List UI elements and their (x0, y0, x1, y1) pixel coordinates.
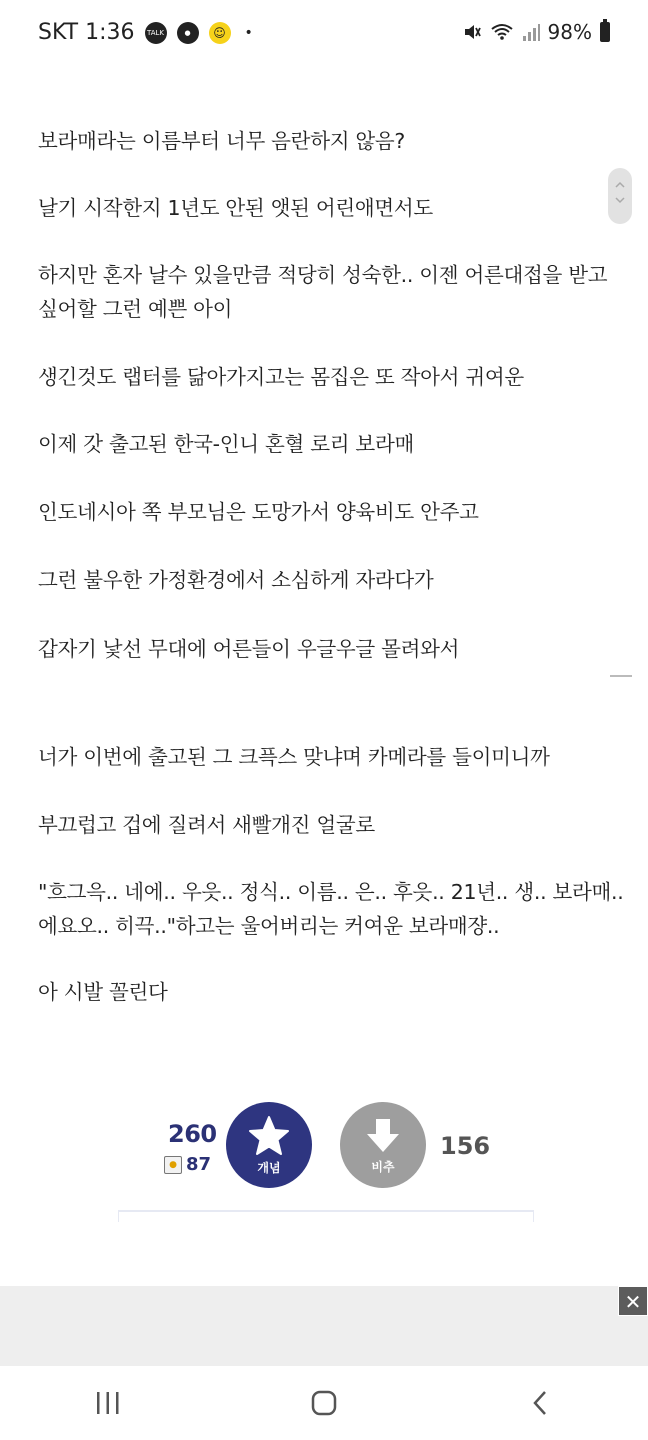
wifi-icon (490, 22, 514, 42)
vote-area (0, 1098, 648, 1198)
downvote-button[interactable] (340, 1102, 426, 1188)
downvote-count: 156 (440, 1132, 491, 1160)
mute-icon (462, 22, 482, 42)
home-button[interactable] (294, 1378, 354, 1428)
battery-icon (600, 22, 610, 42)
chevron-down-icon (614, 195, 626, 205)
status-right (462, 20, 610, 44)
post-paragraph-7: 그런 불우한 가정환경에서 소심하게 자라다가 (38, 568, 434, 592)
fixed-reply-icon: ● (164, 1156, 182, 1174)
status-bar (0, 0, 648, 68)
ad-banner[interactable] (0, 1286, 648, 1366)
star-icon (247, 1115, 291, 1157)
battery-percent: 98% (547, 20, 592, 44)
post-paragraph-4: 생긴것도 랩터를 닮아가지고는 몸집은 또 작아서 귀여운 (38, 365, 524, 389)
post-paragraph-2: 날기 시작한지 1년도 안된 앳된 어린애면서도 (38, 196, 433, 220)
fixed-reply-count (164, 1154, 211, 1175)
ad-close-button[interactable]: ✕ (618, 1286, 648, 1316)
comment-box-top (118, 1210, 534, 1222)
carrier-time: SKT 1:36 (38, 20, 135, 45)
post-paragraph-9: 너가 이번에 출고된 그 크픅스 맞냐며 카메라를 들이미니까 (38, 745, 550, 769)
more-notifications-dot: • (244, 24, 253, 41)
post-paragraph-11: "흐그윽.. 네에.. 우읏.. 정식.. 이름.. 은.. 후읏.. 21년.. 생.. 보라매.. 에요오.. 히끅.."하고는 울어버리는 커여운 보라매쟝.. (38, 880, 624, 938)
recent-apps-icon (94, 1390, 122, 1416)
upvote-count: 260 (168, 1120, 217, 1148)
post-paragraph-5: 이제 갓 출고된 한국-인니 혼혈 로리 보라매 (38, 432, 414, 456)
signal-icon (522, 22, 540, 42)
downvote-label: 비추 (371, 1159, 395, 1174)
back-button[interactable] (510, 1378, 570, 1428)
down-arrow-icon (363, 1116, 403, 1156)
upvote-label: 개념 (257, 1160, 281, 1175)
fast-scroll-handle[interactable] (608, 168, 632, 224)
chat-notification-icon: ● (177, 22, 199, 44)
kakaotalk-notification-icon: TALK (145, 22, 167, 44)
fixed-reply-count-value: 87 (186, 1154, 212, 1175)
post-paragraph-10: 부끄럽고 겁에 질려서 새빨개진 얼굴로 (38, 813, 375, 837)
post-paragraph-3: 하지만 혼자 날수 있을만큼 적당히 성숙한.. 이젠 어른대접을 받고 싶어할 그런 예쁜 아이 (38, 263, 608, 321)
post-paragraph-1: 보라매라는 이름부터 너무 음란하지 않음? (38, 129, 405, 153)
home-icon (310, 1389, 338, 1417)
post-paragraph-12: 아 시발 꼴린다 (38, 980, 168, 1004)
post-paragraph-8: 갑자기 낯선 무대에 어른들이 우글우글 몰려와서 (38, 637, 460, 661)
system-navigation-bar (0, 1366, 648, 1440)
status-left (38, 20, 253, 45)
scroll-marker (610, 675, 632, 677)
post-paragraph-6: 인도네시아 쪽 부모님은 도망가서 양육비도 안주고 (38, 500, 479, 524)
chevron-up-icon (614, 180, 626, 190)
upvote-button[interactable] (226, 1102, 312, 1188)
emoji-notification-icon: ☺ (209, 22, 231, 44)
recent-apps-button[interactable] (78, 1378, 138, 1428)
back-icon (530, 1389, 550, 1417)
